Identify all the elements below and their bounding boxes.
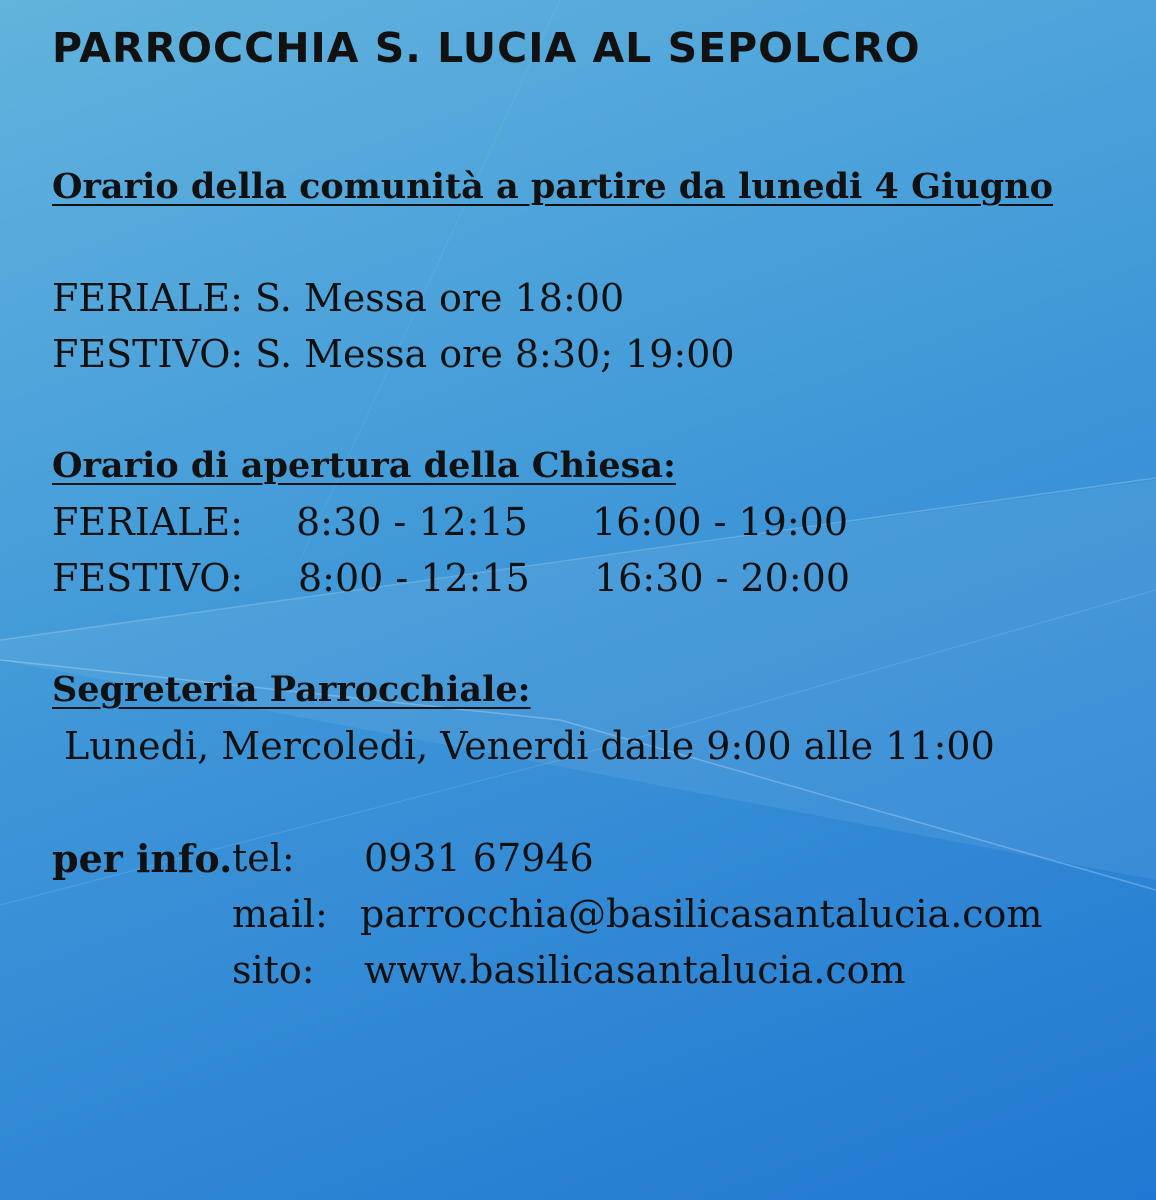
church-feriale-afternoon: 16:00 - 19:00 — [592, 500, 849, 544]
church-feriale-row — [52, 500, 952, 546]
office-heading: Segreteria Parrocchiale: — [52, 669, 531, 710]
page-title: PARROCCHIA S. LUCIA AL SEPOLCRO — [52, 24, 921, 72]
community-schedule-heading: Orario della comunità a partire da lunedi 4 Giugno — [52, 166, 1053, 207]
community-festivo-line: FESTIVO: S. Messa ore 8:30; 19:00 — [52, 332, 735, 376]
church-festivo-afternoon: 16:30 - 20:00 — [594, 556, 851, 600]
community-feriale-line: FERIALE: S. Messa ore 18:00 — [52, 276, 625, 320]
church-festivo-morning: 8:00 - 12:15 — [298, 556, 530, 600]
mail-label: mail: — [232, 892, 328, 936]
mail-address: parrocchia@basilicasantalucia.com — [360, 892, 1043, 936]
tel-number: 0931 67946 — [364, 836, 594, 880]
church-feriale-label: FERIALE: — [52, 500, 243, 544]
church-feriale-morning: 8:30 - 12:15 — [296, 500, 528, 544]
site-label: sito: — [232, 948, 315, 992]
tel-label: tel: — [232, 836, 295, 880]
church-festivo-row — [52, 556, 952, 602]
info-site-row — [52, 948, 1112, 994]
church-opening-heading: Orario di apertura della Chiesa: — [52, 445, 676, 486]
office-hours: Lunedi, Mercoledi, Venerdi dalle 9:00 alle 11:00 — [64, 724, 995, 768]
site-url: www.basilicasantalucia.com — [364, 948, 906, 992]
info-tel-row — [52, 836, 1112, 882]
info-mail-row — [52, 892, 1112, 938]
info-label: per info. — [52, 836, 233, 881]
church-festivo-label: FESTIVO: — [52, 556, 244, 600]
